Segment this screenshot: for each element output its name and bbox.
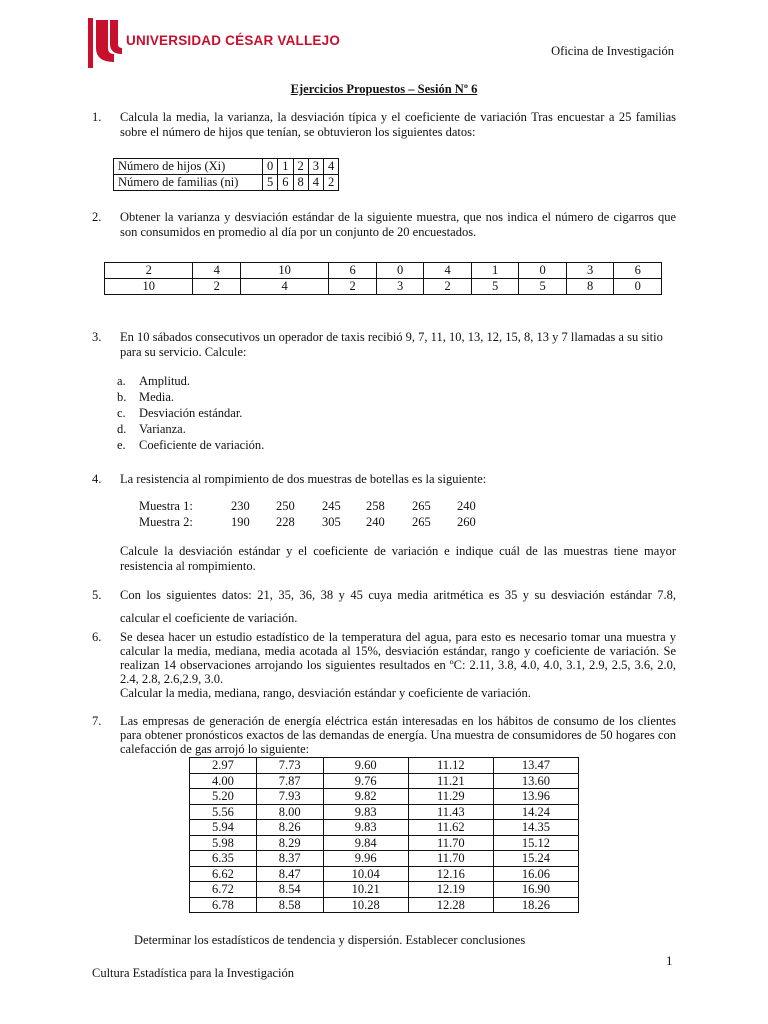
table-cell: 3 — [566, 263, 614, 279]
table-cell: 2 — [193, 279, 241, 295]
table-row: 6.72 8.54 10.21 12.19 16.90 — [190, 882, 579, 898]
table-cell: 3 — [376, 279, 424, 295]
question-2 — [92, 210, 676, 240]
table-cell: 0 — [614, 279, 662, 295]
table-row: 5.20 7.93 9.82 11.29 13.96 — [190, 789, 579, 805]
table-row — [114, 159, 339, 175]
table-row: 6.78 8.58 10.28 12.28 18.26 — [190, 897, 579, 913]
table-cell: 2 — [105, 263, 193, 279]
table-cell: 6 — [329, 263, 377, 279]
page-number: 1 — [666, 953, 673, 968]
list-item: c. Desviación estándar. — [117, 406, 243, 420]
table-cell: 4 — [308, 175, 323, 191]
children-frequency-table — [113, 158, 339, 191]
question-number: 3. — [92, 330, 102, 344]
table-cell: 0 — [263, 159, 278, 175]
table-cell: 0 — [376, 263, 424, 279]
table-cell: Número de familias (ni) — [114, 175, 263, 191]
list-item: d. Varianza. — [117, 422, 186, 436]
list-item: e. Coeficiente de variación. — [117, 438, 265, 452]
table-cell: 8 — [293, 175, 308, 191]
university-logo — [88, 18, 341, 68]
question-text: En 10 sábados consecutivos un operador de taxis recibió 9, 7, 11, 10, 13, 12, 15, 8, 13 y 7 llamadas a su sitio para su servicio. Calcule: — [120, 330, 663, 359]
table-cell: 10 — [240, 263, 328, 279]
cigarettes-table — [104, 262, 662, 295]
question-text: Obtener la varianza y desviación estándar de la siguiente muestra, que nos indica el número de cigarros que son consumidos en promedio al día por un conjunto de 20 encuestados. — [120, 210, 676, 239]
table-cell: 4 — [324, 159, 339, 175]
table-cell: 10 — [105, 279, 193, 295]
question-number: 4. — [92, 472, 102, 486]
table-row: 6.35 8.37 9.96 11.70 15.24 — [190, 851, 579, 867]
table-cell: 5 — [519, 279, 567, 295]
question-number: 6. — [92, 630, 102, 644]
table-cell: Número de hijos (Xi) — [114, 159, 263, 175]
table-cell: 2 — [329, 279, 377, 295]
table-cell: 1 — [278, 159, 293, 175]
table-cell: 0 — [519, 263, 567, 279]
question-4 — [92, 472, 676, 487]
question-number: 1. — [92, 110, 102, 124]
table-cell: 4 — [193, 263, 241, 279]
office-label: Oficina de Investigación — [551, 44, 674, 58]
university-name: UNIVERSIDAD CÉSAR VALLEJO — [126, 33, 341, 48]
table-cell: 2 — [424, 279, 472, 295]
question-6: 6. Se desea hacer un estudio estadístico de la temperatura del agua, para esto es necesario tomar una muestra y calcular la media, mediana, media acotada al 15%, desviación estándar, rango y coeficiente de variación. Se realizan 14 observaciones arrojando los siguientes resultados en ºC: 2.11, 3.8, 4.0, 4.0, 3.1, 2.9, 2.5, 3.6, 2.0, 2.4, 2.8, 2.6,2.9, 3.0. Calcular la media, mediana, rango, desviación estándar y coeficiente de variación. — [92, 630, 676, 700]
table-row: 2.97 7.73 9.60 11.12 13.47 — [190, 758, 579, 774]
question-text: La resistencia al rompimiento de dos muestras de botellas es la siguiente: — [120, 472, 487, 486]
table-row: 4.00 7.87 9.76 11.21 13.60 — [190, 773, 579, 789]
table-cell: 2 — [293, 159, 308, 175]
table-cell: 2 — [324, 175, 339, 191]
question-7-conclusion: Determinar los estadísticos de tendencia y dispersión. Establecer conclusiones — [134, 933, 526, 947]
question-1 — [92, 110, 676, 140]
question-text: Se desea hacer un estudio estadístico de la temperatura del agua, para esto es necesario tomar una muestra y calcular la media, mediana, media acotada al 15%, desviación estándar, rango y coeficiente de variación. Se realizan 14 observaciones arrojando los siguientes resultados en ºC: 2.11, 3.8, 4.0, 4.0, 3.1, 2.9, 2.5, 3.6, 2.0, 2.4, 2.8, 2.6,2.9, 3.0. — [120, 630, 676, 686]
question-4-followup: Calcule la desviación estándar y el coeficiente de variación e indique cuál de las muestras tiene mayor resistencia al rompimiento. — [120, 544, 676, 573]
table-cell: 4 — [240, 279, 328, 295]
table-row — [105, 279, 662, 295]
question-7 — [92, 714, 676, 756]
table-row — [105, 263, 662, 279]
question-number: 7. — [92, 714, 102, 728]
list-item: b. Media. — [117, 390, 175, 404]
table-cell: 1 — [471, 263, 519, 279]
table-cell: 5 — [263, 175, 278, 191]
table-cell: 8 — [566, 279, 614, 295]
list-item: a. Amplitud. — [117, 374, 191, 388]
table-row: 5.94 8.26 9.83 11.62 14.35 — [190, 820, 579, 836]
question-number: 2. — [92, 210, 102, 224]
question-text: Calcula la media, la varianza, la desviación típica y el coeficiente de variación Tras encuestar a 25 familias sobre el número de hijos que tenían, se obtuvieron los siguientes datos: — [120, 110, 676, 139]
table-cell: 4 — [424, 263, 472, 279]
question-number: 5. — [92, 588, 102, 602]
table-row: 6.62 8.47 10.04 12.16 16.06 — [190, 866, 579, 882]
question-text: Las empresas de generación de energía eléctrica están interesadas en los hábitos de consumo de los clientes para obtener pronósticos exactos de las demandas de energía. Una muestra de consumidores de 50 hogares con calefacción de gas arrojó lo siguiente: — [120, 714, 676, 756]
table-cell: 5 — [471, 279, 519, 295]
table-cell: 6 — [278, 175, 293, 191]
footer-text: Cultura Estadística para la Investigación — [92, 966, 295, 980]
energy-consumption-table — [189, 757, 579, 913]
table-cell: 6 — [614, 263, 662, 279]
table-row: 5.98 8.29 9.84 11.70 15.12 — [190, 835, 579, 851]
table-row — [114, 175, 339, 191]
question-3 — [92, 330, 676, 360]
question-5: 5. Con los siguientes datos: 21, 35, 36, 38 y 45 cuya media aritmética es 35 y su desviación estándar 7.8, calcular el coeficiente de variación. — [92, 588, 676, 625]
page-title: Ejercicios Propuestos – Sesión Nº 6 — [290, 82, 478, 96]
table-row: 5.56 8.00 9.83 11.43 14.24 — [190, 804, 579, 820]
table-cell: 3 — [308, 159, 323, 175]
